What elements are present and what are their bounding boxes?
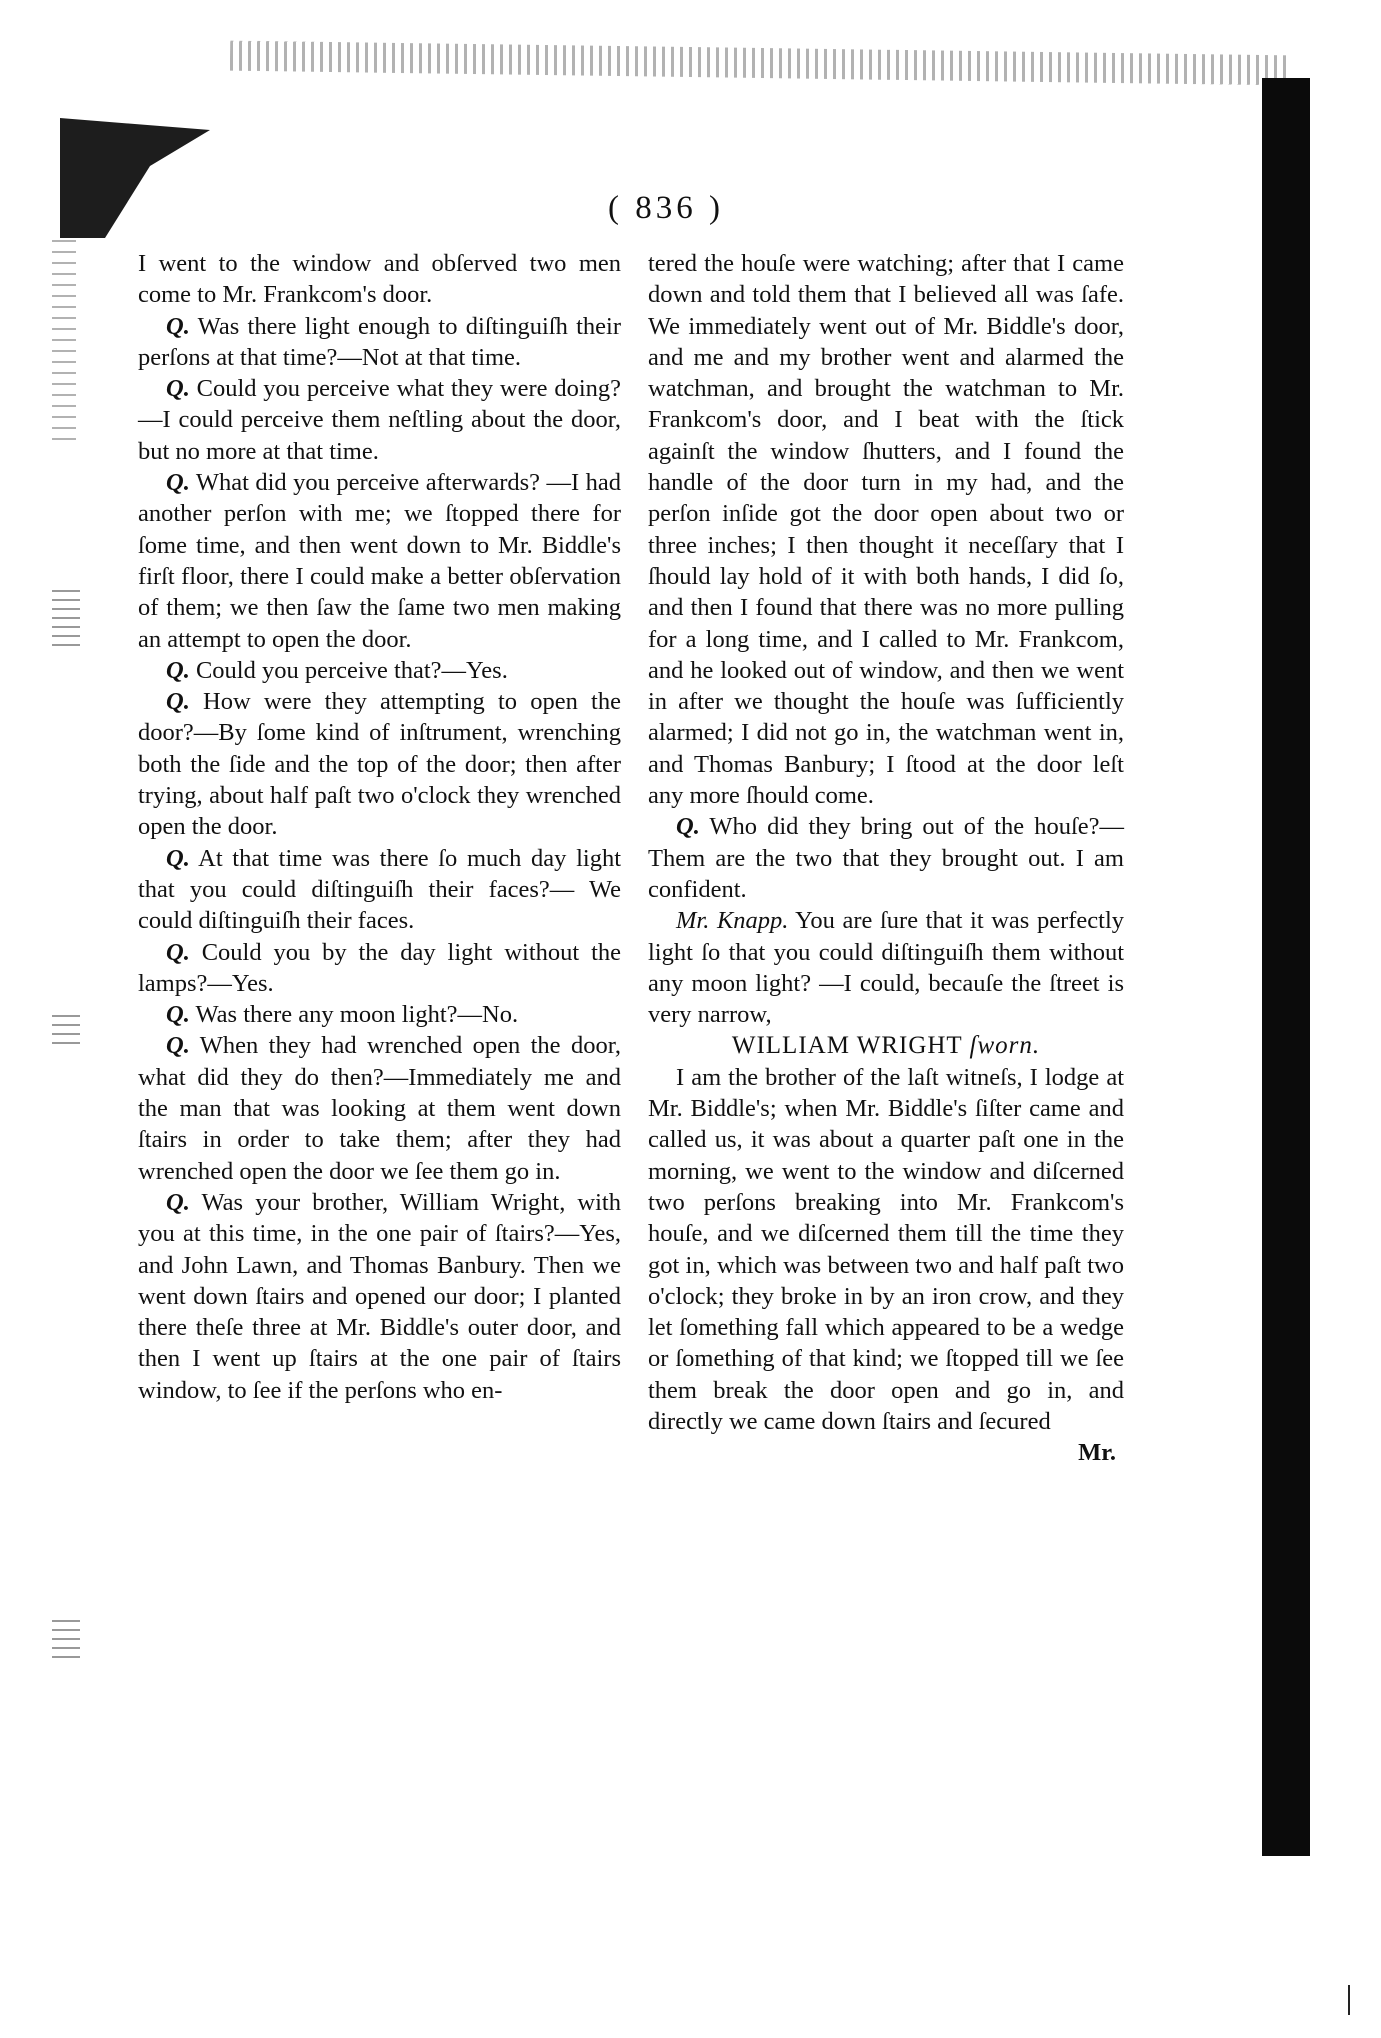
right-column (648, 248, 1124, 1469)
scan-top-smudge (230, 41, 1290, 86)
witness-status: ſworn. (969, 1032, 1041, 1060)
question-marker: Q. (166, 938, 190, 966)
question-marker: Q. (676, 813, 700, 841)
paragraph-text: Was there light enough to diſtinguiſh their perſons at that time?—Not at that time. (138, 312, 621, 371)
paragraph (138, 467, 621, 655)
scan-left-marks (52, 1620, 80, 1660)
scan-left-marks (52, 1015, 80, 1045)
scan-right-tick (1348, 1985, 1350, 2015)
paragraph (138, 999, 621, 1030)
question-marker: Q. (166, 469, 190, 497)
paragraph (138, 311, 621, 374)
question-marker: Q. (166, 312, 190, 340)
scan-left-marks (52, 590, 80, 650)
paragraph (138, 655, 621, 686)
paragraph-text: Was there any moon light?—No. (189, 1001, 519, 1029)
paragraph-text: Could you perceive what they were doing?—I could perceive them neſtling about the door, but no more at that time. (138, 375, 621, 465)
catchword: Mr. (1078, 1439, 1116, 1467)
paragraph-text: What did you perceive afterwards? —I had another perſon with me; we ſtopped there for ſome time, and then went down to Mr. Biddle's firſt floor, there I could make a better obſervation of them; we then ſaw the ſame two men making an attempt to open the door. (138, 469, 621, 653)
question-marker: Q. (166, 375, 190, 403)
scan-left-specks (52, 240, 76, 440)
paragraph (138, 937, 621, 1000)
paragraph (138, 248, 621, 311)
paragraph: I am the brother of the laſt witneſs, I lodge at Mr. Biddle's; when Mr. Biddle's ſiſter came and called us, it was about a quarter paſt one in the morning, we went to the window and diſcerned two perſons breaking into Mr. Frankcom's houſe, and we diſcerned them till the time they got in, which was between two and half paſt two o'clock; they broke in by an iron crow, and they let ſomething fall which appeared to be a wedge or ſomething of that kind; we ſtopped till we ſee them break the door open and go in, and directly we came down ſtairs and ſecured (648, 1063, 1124, 1435)
question-marker: Q. (166, 1188, 190, 1216)
question-marker: Q. (166, 844, 190, 872)
paragraph (138, 1187, 621, 1406)
paragraph (648, 811, 1124, 905)
paragraph-text: Could you perceive that?—Yes. (189, 656, 508, 684)
paragraph-text: Was your brother, William Wright, with you at this time, in the one pair of ſtairs?—Yes, and John Lawn, and Thomas Banbury. Then we went down ſtairs and opened our door; I planted there theſe three at Mr. Biddle's outer door, and then I went up ſtairs at the one pair of ſtairs window, to ſee if the perſons who en- (138, 1188, 621, 1404)
paragraph (138, 373, 621, 467)
witness-heading (648, 1030, 1124, 1061)
question-marker: Q. (166, 688, 190, 716)
paragraph-text: When they had wrenched open the door, what did they do then?—Immediately me and the man that was looking at them went down ſtairs in order to take them; after they had wrenched open the door we ſee them go in. (138, 1032, 621, 1185)
speaker-name: Mr. Knapp. (676, 907, 789, 935)
paragraph-text: Who did they bring out of the houſe?— Them are the two that they brought out. I am confident. (648, 813, 1124, 903)
paragraph (138, 686, 621, 842)
question-marker: Q. (166, 1032, 190, 1060)
paragraph (138, 1030, 621, 1186)
scan-right-edge-shadow (1262, 78, 1310, 1856)
scan-corner-smudge (60, 118, 210, 238)
paragraph-text: Could you by the day light without the lamps?—Yes. (138, 938, 621, 997)
paragraph-text: You are ſure that it was perfectly light ſo that you could diſtinguiſh them without any moon light? —I could, becauſe the ſtreet is very narrow, (648, 907, 1124, 1029)
question-marker: Q. (166, 1001, 190, 1029)
question-marker: Q. (166, 656, 190, 684)
witness-name: WILLIAM WRIGHT (731, 1032, 970, 1060)
left-column (138, 248, 621, 1406)
paragraph (138, 843, 621, 937)
page-number: ( 836 ) (608, 190, 724, 226)
paragraph (648, 905, 1124, 1030)
paragraph-continuation: tered the houſe were watching; after that I came down and told them that I believed all was ſafe. We immediately went out of Mr. Biddle's door, and me and my brother went and alarmed the watchman, and brought the watchman to Mr. Frankcom's door, and I beat with the ſtick againſt the window ſhutters, and I found the handle of the door turn in my had, and the perſon inſide got the door open about two or three inches; I then thought it neceſſary that I ſhould lay hold of it with both hands, I did ſo, and then I found that there was no more pulling for a long time, and I called to Mr. Frankcom, and he looked out of window, and then we went in after we thought the houſe was ſufficiently alarmed; I did not go in, the watchman went in, and Thomas Banbury; I ſtood at the door leſt any more ſhould come. (648, 250, 1124, 810)
paragraph-text: I went to the window and obſerved two men come to Mr. Frankcom's door. (138, 250, 621, 309)
paragraph-text: At that time was there ſo much day light that you could diſtinguiſh their faces?— We could diſtinguiſh their faces. (138, 844, 621, 935)
paragraph-text: How were they attempting to open the door?—By ſome kind of inſtrument, wrenching both the ſide and the top of the door; then after trying, about half paſt two o'clock they wrenched open the door. (138, 688, 621, 841)
